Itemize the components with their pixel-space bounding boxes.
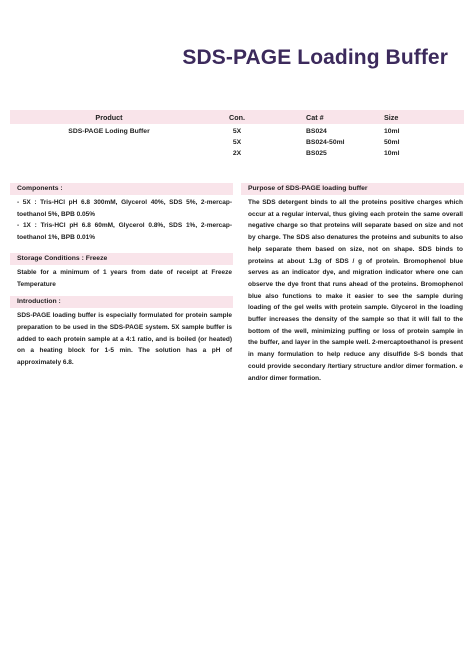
header-cat: Cat #: [306, 112, 324, 122]
cell-product: SDS-PAGE Loding Buffer: [68, 128, 150, 135]
cell-size: 50ml: [384, 139, 400, 146]
purpose-body: The SDS detergent binds to all the proteins positive charges which occur at a regular interval, thus giving each protein the same overall negative charge so that proteins will separate based on size and not by charge. The SDS also denatures the proteins and subunits to also help separate them based on size, not on shape. SDS binds to proteins at about 1.3g of SDS / g of protein. Bromophenol blue serves as an indicator dye, and migration indicator where one can observe the dye front that runs ahead of the proteins. Bromophenol blue also functions to make it easier to see the sample during loading of the gel wells with protein sample. Glycerol in the loading buffer increases the density of the sample so that it will fall to the bottom of the well, minimizing puffing or loss of protein sample in the buffer, and layer in the sample well. 2-mercaptoethanol is present in many formulation to help reduce any disulfide S-S bonds that could provide secondary /tertiary structure and/or dimer formation. e and/or dimer formation.: [248, 199, 463, 382]
components-heading: Components :: [10, 183, 233, 195]
table-row: [10, 148, 464, 159]
cell-con: 2X: [232, 150, 242, 157]
introduction-body: SDS-PAGE loading buffer is especially formulated for protein sample preparation to be used in the SDS-PAGE system. 5X sample buffer is added to each protein sample at a 4:1 ratio, and is boiled (or heated) on a heating block for 1-5 min. The solution has a pH of approximately 6.8.: [17, 312, 232, 367]
components-item: - 5X : Tris-HCl pH 6.8 300mM, Glycerol 40%, SDS 5%, 2-mercap-toethanol 5%, BPB 0.05%: [17, 199, 232, 218]
introduction-heading: Introduction :: [10, 296, 233, 308]
purpose-heading: Purpose of SDS-PAGE loading buffer: [241, 183, 464, 195]
cell-con: 5X: [232, 139, 242, 146]
header-product: Product: [95, 112, 123, 122]
cell-con: 5X: [232, 128, 242, 135]
cell-cat: BS025: [306, 150, 327, 157]
table-row: [10, 126, 464, 137]
cell-cat: BS024: [306, 128, 327, 135]
cell-size: 10ml: [384, 150, 400, 157]
table-row: [10, 137, 464, 148]
cell-cat: BS024-50ml: [306, 139, 345, 146]
product-table: [10, 110, 464, 159]
components-item: - 1X : Tris-HCl pH 6.8 60mM, Glycerol 0.8%, SDS 1%, 2-mercap-toethanol 1%, BPB 0.01%: [17, 222, 232, 242]
header-size: Size: [384, 112, 399, 122]
right-column: [241, 183, 464, 384]
product-table-header: [10, 110, 464, 124]
left-column: [10, 183, 233, 369]
storage-body: Stable for a minimum of 1 years from date of receipt at Freeze Temperature: [17, 268, 232, 288]
document-title: SDS-PAGE Loading Buffer: [182, 46, 448, 69]
header-con: Con.: [229, 112, 245, 122]
storage-heading: Storage Conditions : Freeze: [10, 253, 233, 265]
cell-size: 10ml: [384, 128, 400, 135]
